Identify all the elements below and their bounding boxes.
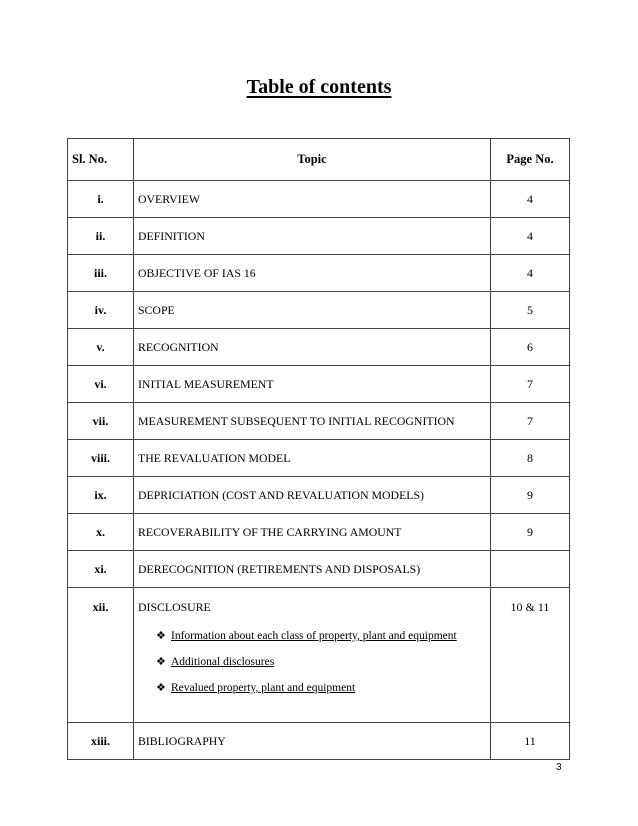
row-topic: DERECOGNITION (RETIREMENTS AND DISPOSALS): [134, 551, 491, 588]
toc-table: [67, 138, 570, 760]
table-row: [68, 255, 570, 292]
row-page-no: 9: [491, 514, 570, 551]
row-topic: BIBLIOGRAPHY: [134, 723, 491, 760]
row-page-no: 6: [491, 329, 570, 366]
header-page-no: Page No.: [491, 139, 570, 181]
row-topic: INITIAL MEASUREMENT: [134, 366, 491, 403]
row-page-no: 11: [491, 723, 570, 760]
table-row: [68, 551, 570, 588]
table-row: [68, 366, 570, 403]
row-sl-no: i.: [68, 181, 134, 218]
row-topic: OVERVIEW: [134, 181, 491, 218]
sublist-item-label: Information about each class of property, plant and equipment: [171, 630, 457, 642]
row-topic: RECOVERABILITY OF THE CARRYING AMOUNT: [134, 514, 491, 551]
row-topic: THE REVALUATION MODEL: [134, 440, 491, 477]
sublist-item: [156, 681, 486, 694]
table-row: [68, 588, 570, 723]
table-row: [68, 403, 570, 440]
row-sl-no: x.: [68, 514, 134, 551]
table-row: [68, 218, 570, 255]
table-row: [68, 477, 570, 514]
table-header-row: [68, 139, 570, 181]
row-topic: RECOGNITION: [134, 329, 491, 366]
row-page-no: 7: [491, 403, 570, 440]
row-sl-no: v.: [68, 329, 134, 366]
row-page-no: 4: [491, 181, 570, 218]
row-page-no: 4: [491, 255, 570, 292]
row-sl-no: iii.: [68, 255, 134, 292]
sublist-item-label: Additional disclosures: [171, 656, 275, 668]
row-page-no: 5: [491, 292, 570, 329]
row-page-no: 7: [491, 366, 570, 403]
page-number: 3: [556, 762, 562, 773]
diamond-bullet-icon: ❖: [156, 682, 166, 694]
row-sl-no: ix.: [68, 477, 134, 514]
row-page-no: 4: [491, 218, 570, 255]
row-topic: DEPRICIATION (COST AND REVALUATION MODELS): [134, 477, 491, 514]
row-sl-no: xi.: [68, 551, 134, 588]
row-sl-no: ii.: [68, 218, 134, 255]
row-page-no: 9: [491, 477, 570, 514]
header-sl-no: Sl. No.: [68, 139, 134, 181]
table-row: [68, 292, 570, 329]
disclosure-sublist: [138, 629, 486, 694]
row-topic: [134, 588, 491, 723]
sublist-item-label: Revalued property, plant and equipment: [171, 682, 356, 694]
row-topic: DEFINITION: [134, 218, 491, 255]
sublist-item: [156, 655, 486, 668]
table-row: [68, 514, 570, 551]
sublist-item: [156, 629, 486, 642]
table-row: [68, 723, 570, 760]
row-sl-no: viii.: [68, 440, 134, 477]
row-topic: MEASUREMENT SUBSEQUENT TO INITIAL RECOGNITION: [134, 403, 491, 440]
row-page-no: 10 & 11: [491, 588, 570, 723]
row-topic: OBJECTIVE OF IAS 16: [134, 255, 491, 292]
row-page-no: [491, 551, 570, 588]
row-sl-no: xiii.: [68, 723, 134, 760]
row-sl-no: vi.: [68, 366, 134, 403]
page-title: Table of contents: [246, 76, 392, 98]
row-sl-no: xii.: [68, 588, 134, 723]
row-sl-no: iv.: [68, 292, 134, 329]
row-topic-label: DISCLOSURE: [138, 600, 211, 614]
header-topic: Topic: [134, 139, 491, 181]
diamond-bullet-icon: ❖: [156, 656, 166, 668]
row-topic: SCOPE: [134, 292, 491, 329]
table-row: [68, 440, 570, 477]
table-row: [68, 181, 570, 218]
row-page-no: 8: [491, 440, 570, 477]
diamond-bullet-icon: ❖: [156, 630, 166, 642]
table-row: [68, 329, 570, 366]
row-sl-no: vii.: [68, 403, 134, 440]
